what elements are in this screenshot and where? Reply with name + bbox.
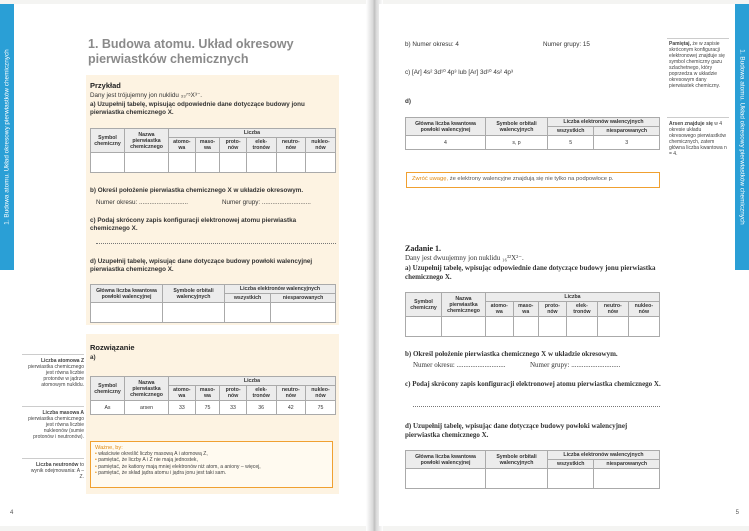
table-row (91, 153, 336, 173)
page-number: 4 (10, 510, 14, 516)
table-header: Liczba elektronów walencyjnych (225, 285, 336, 294)
empty-cell[interactable] (406, 469, 486, 489)
table-header: atomo-wa (169, 138, 196, 153)
cell: 75 (305, 401, 335, 415)
table-header: Symbol chemiczny (91, 129, 125, 153)
empty-cell[interactable] (225, 303, 271, 323)
empty-cell[interactable] (548, 469, 594, 489)
table-header: elek-tronów (566, 302, 597, 317)
chapter-side-tab: 1. Budowa atomu. Układ okresowy pierwiastków chemicznych (0, 4, 14, 270)
table-header: Liczba elektronów walencyjnych (548, 118, 660, 127)
table-header: neutro-nów (276, 386, 305, 401)
empty-cell[interactable] (125, 153, 169, 173)
empty-cell[interactable] (486, 317, 514, 337)
table-header: maso-wa (195, 386, 220, 401)
table-header: elek-tronów (246, 138, 276, 153)
important-box (90, 441, 333, 488)
cell: s, p (486, 136, 548, 150)
list-item: • pamiętać, że liczby A i Z nie mają jednostek, (95, 457, 328, 463)
nuclide-symbol: ₃₃⁷⁵X³⁻. (180, 92, 203, 99)
cell: 42 (276, 401, 305, 415)
empty-cell[interactable] (442, 317, 486, 337)
empty-cell[interactable] (271, 303, 336, 323)
page-number: 5 (735, 510, 739, 516)
answer-line[interactable] (96, 243, 336, 244)
right-note-arsen: Arsen znajduje się w 4 okresie układu okresowego pierwiastków chemicznych, zatem główna liczba kwantowa n = 4. (669, 121, 727, 157)
empty-cell[interactable] (597, 317, 628, 337)
empty-cell[interactable] (538, 317, 566, 337)
table-header: proto-nów (538, 302, 566, 317)
margin-divider (667, 117, 729, 118)
table-header: Główna liczba kwantowa powłoki walencyjnej (406, 118, 486, 136)
empty-cell[interactable] (91, 303, 163, 323)
right-note-remember: Pamiętaj, że w zapisie skróconym konfiguracji elektronowej znajduje się symbol chemiczny gazu szlachetnego, który poprzedza w układzie okresowym dany pierwiastek chemiczny. (669, 41, 725, 89)
cell: 33 (220, 401, 247, 415)
task-ion-table (405, 292, 660, 337)
answer-d: d) (405, 98, 411, 105)
answer-valence-table (405, 117, 660, 150)
nuclide-symbol: ₁₆³²X²⁻. (502, 254, 524, 262)
list-item: • pamiętać, że skład jądra atomu i jądra jonu jest taki sam. (95, 470, 328, 476)
empty-cell[interactable] (305, 153, 335, 173)
solution-heading: Rozwiązanie (90, 343, 135, 352)
ion-structure-table (90, 128, 336, 173)
answer-b-group: Numer grupy: 15 (543, 41, 590, 48)
valence-table (90, 284, 336, 323)
table-header: niesparowanych (271, 294, 336, 303)
table-row (91, 303, 336, 323)
table-header: Symbole orbitali walencyjnych (486, 118, 548, 136)
table-header: wszystkich (548, 460, 594, 469)
table-header: Główna liczba kwantowa powłoki walencyjnej (406, 451, 486, 469)
cell: 3 (594, 136, 660, 150)
table-header: Liczba (486, 293, 660, 302)
table-header: Liczba (169, 129, 336, 138)
table-header: nukleo-nów (305, 138, 335, 153)
answer-line[interactable] (413, 406, 660, 407)
task-a: a) Uzupełnij tabelę, wpisując odpowiednie dane dotyczące budowy jonu pierwiastka chemicznego X. (405, 264, 656, 281)
margin-note-mass: Liczba masowa A pierwiastka chemicznego jest równa liczbie nukleonów (sumie protonów i neutronów). (28, 410, 84, 440)
left-page (0, 4, 370, 526)
cell: 4 (406, 136, 486, 150)
empty-cell[interactable] (246, 153, 276, 173)
solution-table (90, 376, 336, 415)
task-c: c) Podaj skrócony zapis konfiguracji elektronowej atomu pierwiastka chemicznego X. (405, 380, 661, 388)
table-header: elek-tronów (246, 386, 276, 401)
empty-cell[interactable] (220, 153, 247, 173)
empty-cell[interactable] (566, 317, 597, 337)
cell: 75 (195, 401, 220, 415)
table-header: Nazwa pierwiastka chemicznego (125, 377, 169, 401)
table-header: wszystkich (548, 127, 594, 136)
table-header: atomo-wa (486, 302, 514, 317)
example-task-d: d) Uzupełnij tabelę, wpisując dane dotyczące budowy powłoki walencyjnej pierwiastka chemicznego X. (90, 258, 313, 273)
table-header: proto-nów (220, 138, 247, 153)
important-label: Ważne, by: (95, 445, 123, 451)
empty-cell[interactable] (163, 303, 225, 323)
table-header: Liczba elektronów walencyjnych (548, 451, 660, 460)
table-header: Nazwa pierwiastka chemicznego (442, 293, 486, 317)
list-item: • pamiętać, że kationy mają mniej elektronów niż atom, a aniony – więcej, (95, 464, 328, 470)
task-intro: Dany jest dwuujemny jon nuklidu ₁₆³²X²⁻. (405, 254, 524, 262)
table-header: atomo-wa (169, 386, 196, 401)
table-row (406, 136, 660, 150)
table-header: Symbol chemiczny (91, 377, 125, 401)
table-header: Nazwa pierwiastka chemicznego (125, 129, 169, 153)
example-task-b: b) Określ położenie pierwiastka chemicznego X w układzie okresowym. (90, 187, 304, 194)
table-header: niesparowanych (594, 460, 660, 469)
empty-cell[interactable] (628, 317, 659, 337)
table-header: neutro-nów (597, 302, 628, 317)
cell: 5 (548, 136, 594, 150)
table-row (406, 317, 660, 337)
attention-note: Zwróć uwagę, że elektrony walencyjne znajdują się nie tylko na podpowłoce p. (406, 172, 660, 188)
margin-divider (667, 38, 729, 39)
example-heading: Przykład (90, 81, 121, 90)
answer-c: c) [Ar] 4s² 3d¹⁰ 4p³ lub [Ar] 3d¹⁰ 4s² 4p³ (405, 69, 513, 76)
table-header: wszystkich (225, 294, 271, 303)
list-item: • właściwie określić liczby masową A i atomową Z, (95, 451, 328, 457)
cell: 33 (169, 401, 196, 415)
table-row (406, 469, 660, 489)
table-header: Symbole orbitali walencyjnych (163, 285, 225, 303)
empty-cell[interactable] (486, 469, 548, 489)
empty-cell[interactable] (276, 153, 305, 173)
table-header: maso-wa (513, 302, 538, 317)
chapter-side-tab: 1. Budowa atomu. Układ okresowy pierwiastków chemicznych (735, 4, 749, 270)
cell: arsen (125, 401, 169, 415)
margin-note-atomic: Liczba atomowa Z pierwiastka chemicznego jest równa liczbie protonów w jądrze atomowym nuklidu. (28, 358, 84, 388)
example-task-a: a) Uzupełnij tabelę, wpisując odpowiednie dane dotyczące budowy jonu pierwiastka chemicznego X. (90, 101, 305, 116)
margin-divider (22, 458, 84, 459)
cell: As (91, 401, 125, 415)
table-row (91, 401, 336, 415)
table-header: maso-wa (195, 138, 220, 153)
table-header: Główna liczba kwantowa powłoki walencyjnej (91, 285, 163, 303)
task-period-field[interactable]: Numer okresu: ............................ (413, 361, 506, 369)
margin-divider (22, 406, 84, 407)
table-header: Symbole orbitali walencyjnych (486, 451, 548, 469)
table-header: nukleo-nów (628, 302, 659, 317)
chapter-title: 1. Budowa atomu. Układ okresowy pierwiastków chemicznych (88, 37, 294, 66)
task-group-field[interactable]: Numer grupy: ............................ (530, 361, 621, 369)
table-header: niesparowanych (594, 127, 660, 136)
margin-note-neutrons: Liczba neutronów to wynik odejmowania: A – Z. (30, 462, 84, 480)
solution-label-a: a) (90, 354, 96, 361)
group-field[interactable]: Numer grupy: ............................ (222, 199, 311, 206)
task-heading: Zadanie 1. (405, 244, 442, 253)
cell: 36 (246, 401, 276, 415)
table-header: Symbol chemiczny (406, 293, 442, 317)
margin-divider (22, 354, 84, 355)
table-header: nukleo-nów (305, 386, 335, 401)
empty-cell[interactable] (91, 153, 125, 173)
period-field[interactable]: Numer okresu: ............................ (96, 199, 189, 206)
empty-cell[interactable] (169, 153, 196, 173)
example-intro: Dany jest trójujemny jon nuklidu ₃₃⁷⁵X³⁻. (90, 92, 203, 99)
empty-cell[interactable] (594, 469, 660, 489)
answer-b-period: b) Numer okresu: 4 (405, 41, 459, 48)
empty-cell[interactable] (513, 317, 538, 337)
table-header: neutro-nów (276, 138, 305, 153)
table-header: Liczba (169, 377, 336, 386)
important-list (95, 451, 328, 476)
empty-cell[interactable] (195, 153, 220, 173)
task-valence-table (405, 450, 660, 489)
task-d: d) Uzupełnij tabelę, wpisując dane dotyczące budowy powłoki walencyjnej pierwiastka chemicznego X. (405, 422, 628, 439)
task-b: b) Określ położenie pierwiastka chemicznego X w układzie okresowym. (405, 350, 618, 358)
empty-cell[interactable] (406, 317, 442, 337)
example-task-c: c) Podaj skrócony zapis konfiguracji elektronowej atomu pierwiastka chemicznego X. (90, 217, 297, 232)
table-header: proto-nów (220, 386, 247, 401)
